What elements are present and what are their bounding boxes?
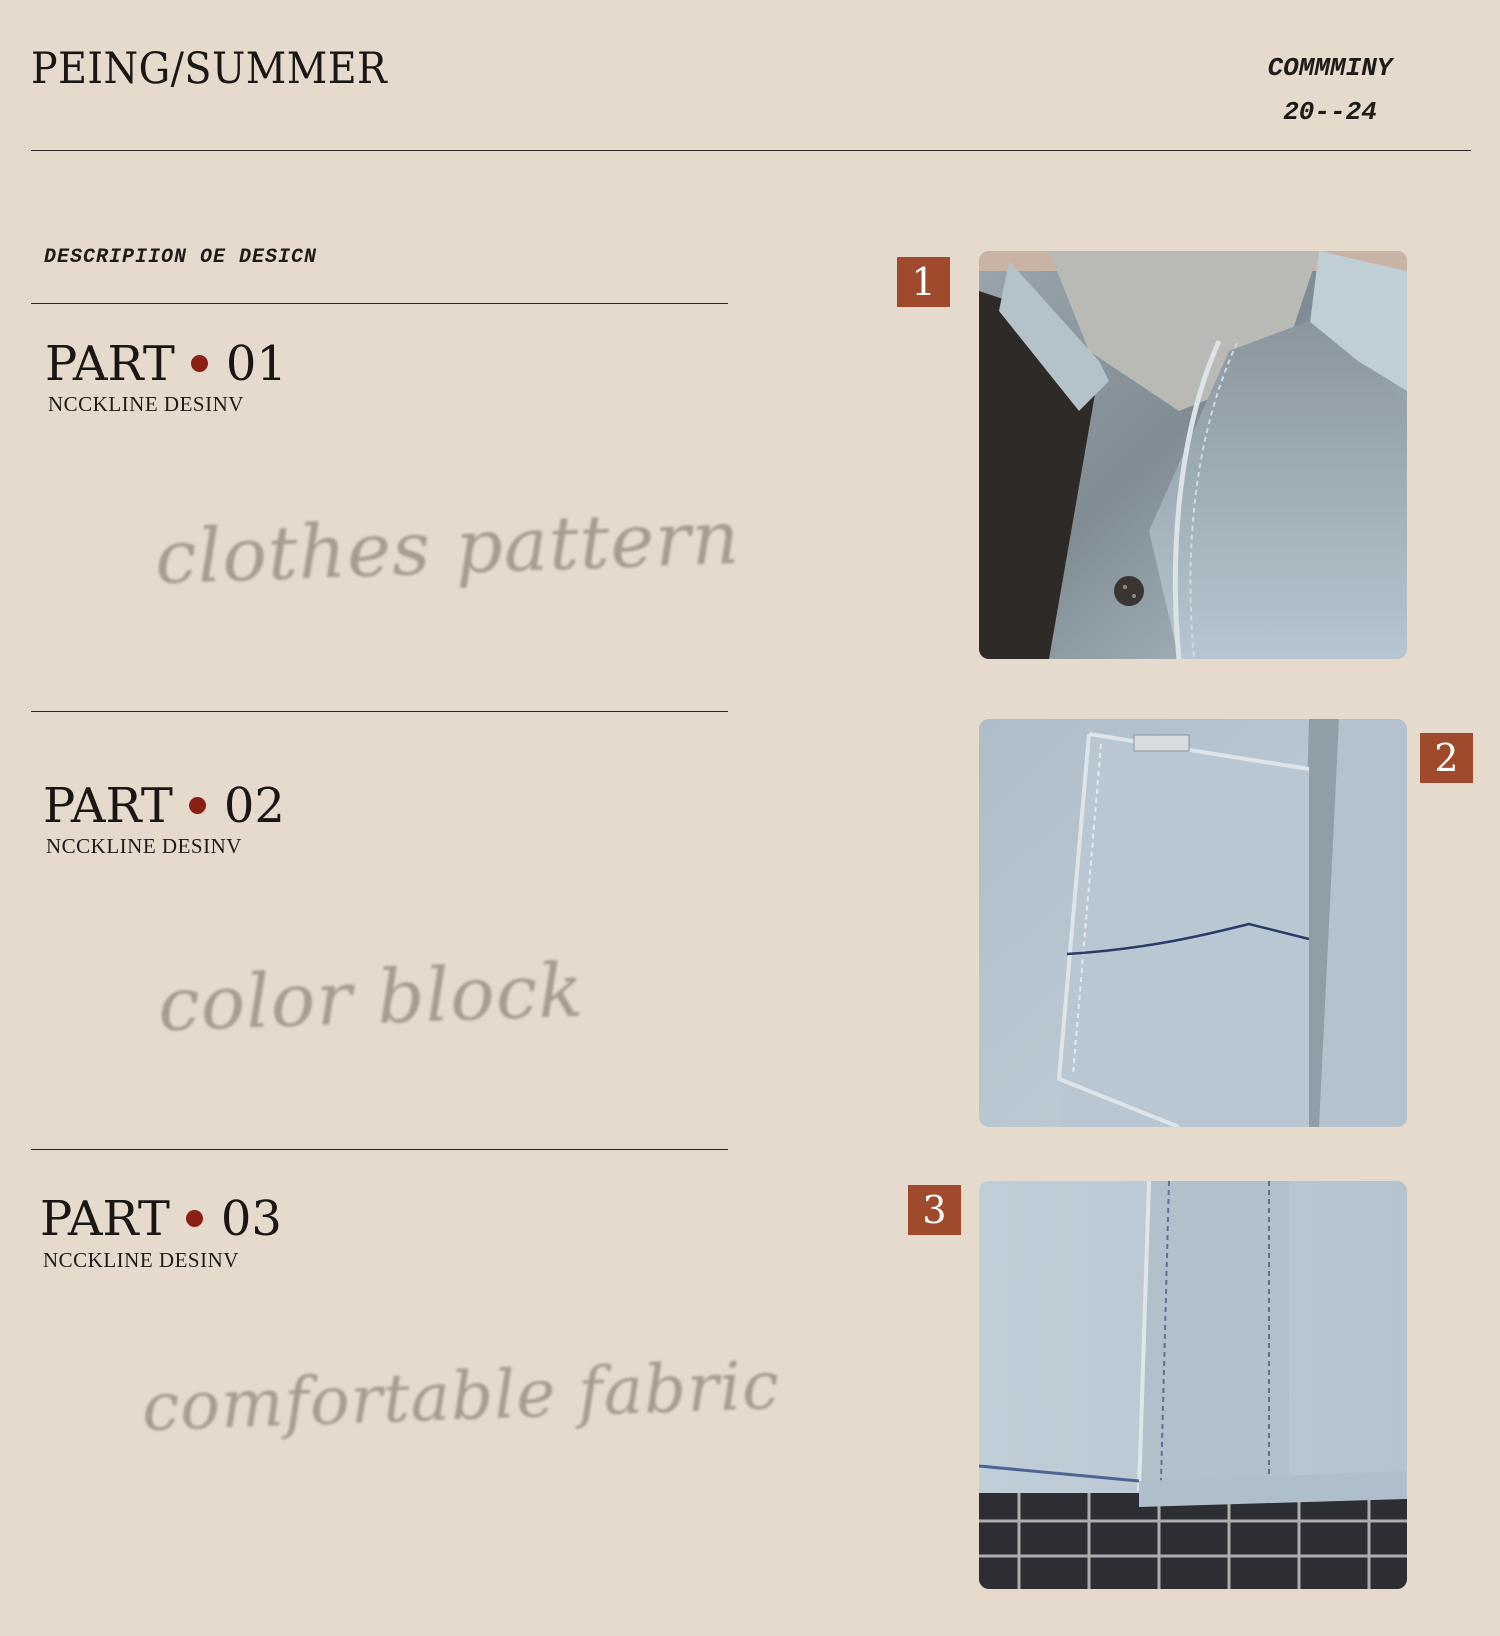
header-divider [31,150,1471,151]
part-3-script: comfortable fabric [140,1346,782,1447]
part-1-number: 01 [225,336,287,392]
part-3-heading [40,1191,282,1247]
part-3-number: 03 [220,1191,282,1247]
part-1-subtitle: NCCKLINE DESINV [48,392,244,416]
accent-dot [191,355,208,372]
accent-dot [189,797,206,814]
brand-title: PEING/SUMMER [31,44,388,94]
badge-3: 3 [908,1185,961,1235]
part-1-script: clothes pattern [153,494,742,602]
section-divider [31,303,728,304]
part-2-script: color block [156,947,586,1049]
company-block [1230,46,1430,134]
company-year: 20--24 [1283,97,1377,127]
pocket-detail-photo [979,719,1407,1127]
part-2-heading [43,778,285,834]
company-name: COMMMINY [1267,53,1393,83]
badge-2: 2 [1420,733,1473,783]
part-2-label: PART [43,778,173,834]
part-3-subtitle: NCCKLINE DESINV [43,1248,239,1272]
collar-detail-photo [979,251,1407,659]
part-divider-1 [31,711,728,712]
part-2-number: 02 [223,778,285,834]
accent-dot [186,1210,203,1227]
part-divider-2 [31,1149,728,1150]
part-1-label: PART [45,336,175,392]
section-title: DESCRIPIION OE DESICN [44,246,318,269]
part-1-heading [45,336,287,392]
part-2-subtitle: NCCKLINE DESINV [46,834,242,858]
hem-detail-photo [979,1181,1407,1589]
part-3-label: PART [40,1191,170,1247]
badge-1: 1 [897,257,950,307]
